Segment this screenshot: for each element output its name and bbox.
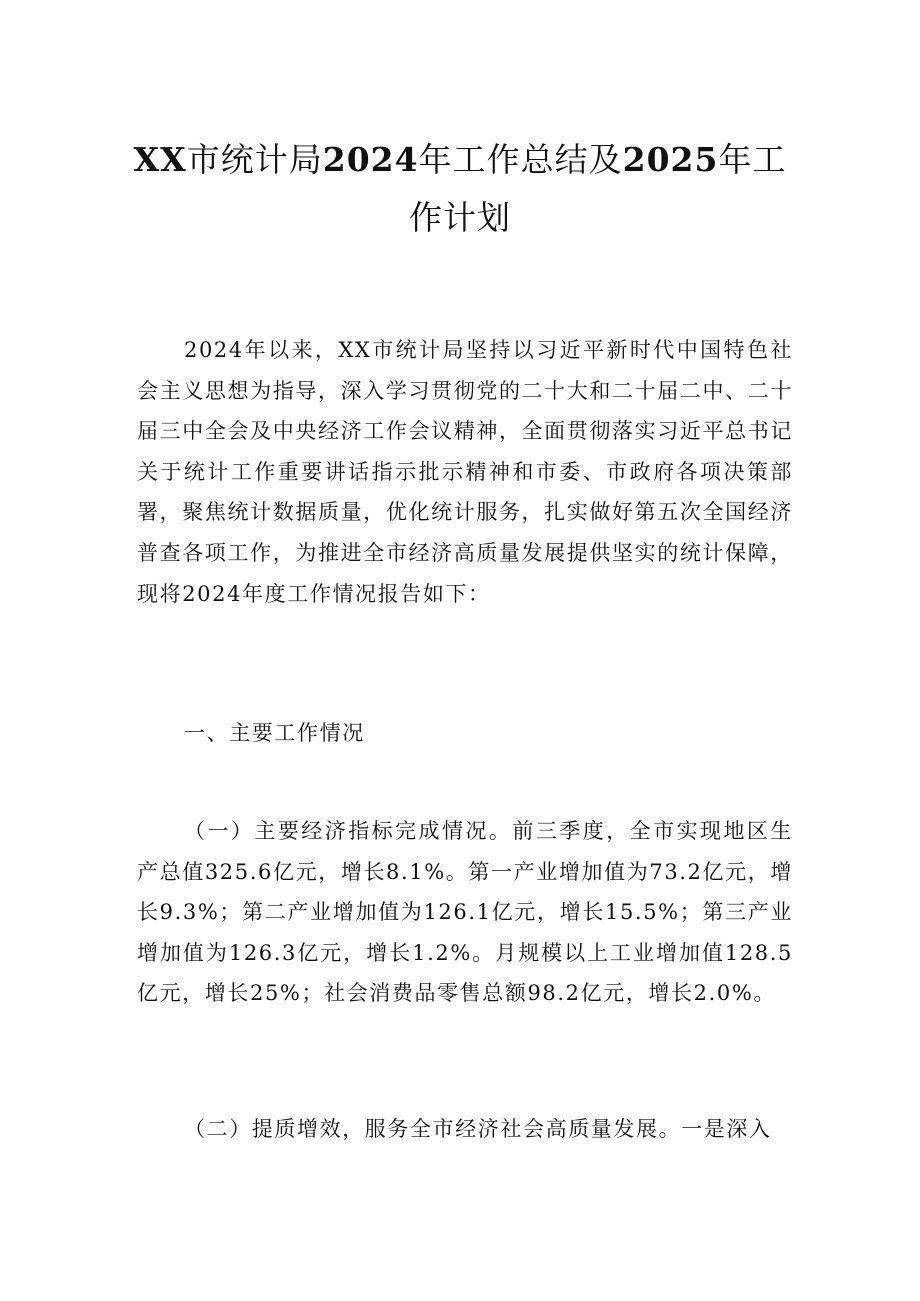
intro-paragraph: 2024年以来，XX市统计局坚持以习近平新时代中国特色社会主义思想为指导，深入学习贯彻党的二十大和二十届二中、二十届三中全会及中央经济工作会议精神，全面贯彻落实习近平总书记关于统计工作重要讲话指示批示精神和市委、市政府各项决策部署，聚焦统计数据质量，优化统计服务，扎实做好第五次全国经济普查各项工作，为推进全市经济高质量发展提供坚实的统计保障，现将2024年度工作情况报告如下： — [137, 338, 793, 606]
title-year-2025: 2025 — [622, 140, 719, 179]
document-title-line-2: 作计划 — [409, 198, 511, 237]
title-work: 年工 — [718, 140, 787, 179]
title-year-2024: 2024 — [322, 140, 419, 179]
title-xx: XX — [133, 140, 187, 179]
title-bureau: 市统计局 — [186, 140, 323, 179]
quality-efficiency-paragraph: （二）提质增效，服务全市经济社会高质量发展。一是深入 — [184, 1117, 772, 1141]
economic-indicators-paragraph: （一）主要经济指标完成情况。前三季度，全市实现地区生产总值325.6亿元，增长8.1%。第一产业增加值为73.2亿元，增长9.3%；第二产业增加值为126.1亿元，增长15.5%；第三产业增加值为126.3亿元，增长1.2%。月规模以上工业增加值128.5亿元，增长25%；社会消费品零售总额98.2亿元，增长2.0%。 — [137, 819, 793, 1006]
section-heading-main-work: 一、主要工作情况 — [184, 721, 365, 745]
title-summary: 年工作总结及 — [418, 140, 623, 179]
document-title-line-1 — [130, 140, 790, 180]
